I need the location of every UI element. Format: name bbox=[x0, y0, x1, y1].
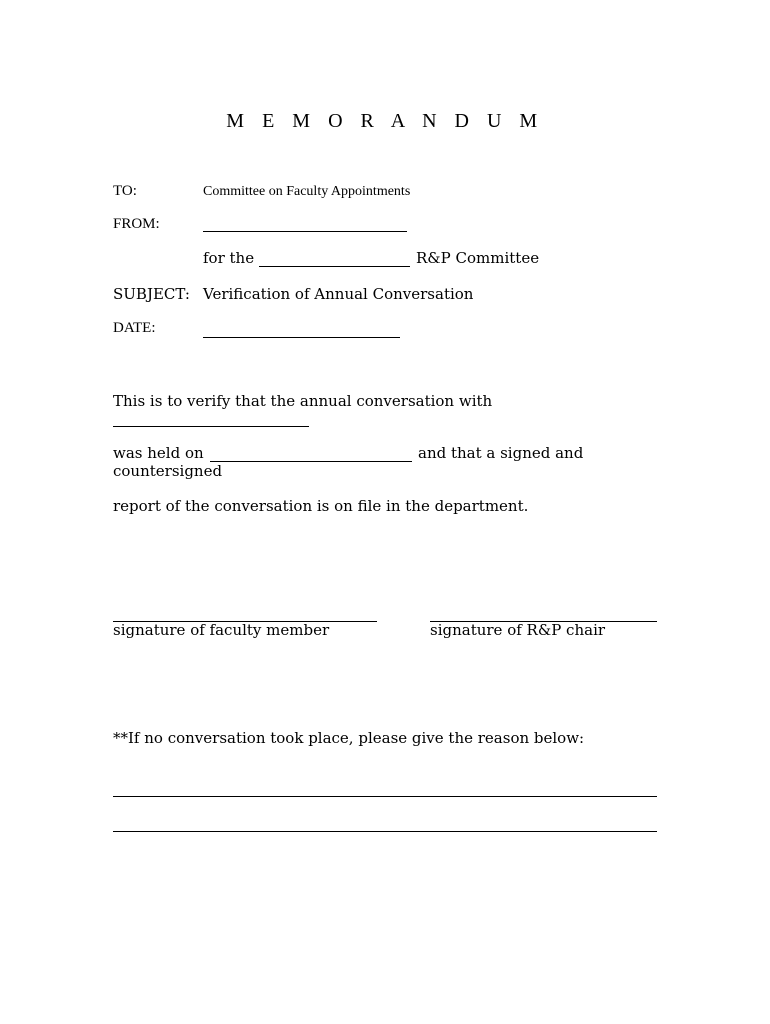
verify-text: This is to verify that the annual conversation with bbox=[113, 392, 493, 410]
subject-label: SUBJECT: bbox=[113, 285, 190, 303]
rp-committee-text: R&P Committee bbox=[416, 249, 540, 267]
memo-title: M E M O R A N D U M bbox=[226, 110, 544, 132]
date-label: DATE: bbox=[113, 320, 156, 336]
held-on-date-blank-line[interactable] bbox=[210, 461, 412, 462]
rp-committee-blank-line[interactable] bbox=[259, 266, 410, 267]
to-label: TO: bbox=[113, 183, 137, 199]
faculty-signature-label: signature of faculty member bbox=[113, 621, 330, 639]
for-the-text: for the bbox=[203, 249, 255, 267]
signed-and-text: and that a signed and bbox=[418, 444, 584, 462]
from-blank-line[interactable] bbox=[203, 231, 407, 232]
no-conversation-prompt: **If no conversation took place, please give the reason below: bbox=[113, 729, 585, 747]
reason-line-2[interactable] bbox=[113, 831, 657, 832]
held-on-text: was held on bbox=[113, 444, 204, 462]
chair-signature-label: signature of R&P chair bbox=[430, 621, 606, 639]
countersigned-text: countersigned bbox=[113, 462, 223, 480]
report-text: report of the conversation is on file in the department. bbox=[113, 497, 529, 515]
from-label: FROM: bbox=[113, 216, 160, 232]
to-value: Committee on Faculty Appointments bbox=[203, 184, 411, 199]
subject-value: Verification of Annual Conversation bbox=[203, 285, 474, 303]
reason-line-1[interactable] bbox=[113, 796, 657, 797]
faculty-name-blank-line[interactable] bbox=[113, 426, 309, 427]
date-blank-line[interactable] bbox=[203, 337, 400, 338]
